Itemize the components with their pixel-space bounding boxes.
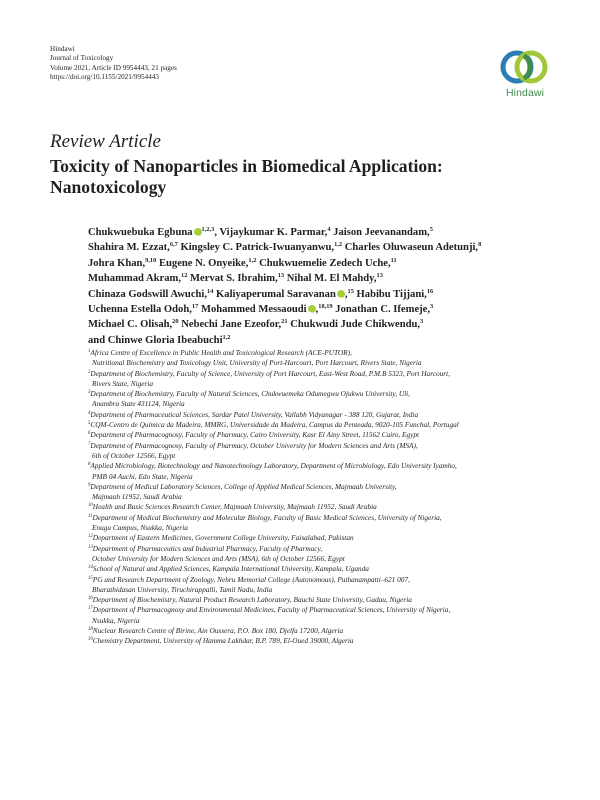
affiliation-ref: 17	[191, 303, 199, 311]
affiliation-ref: 8	[478, 241, 482, 249]
affiliation-text: Nutritional Biochemistry and Toxicology Unit, University of Port-Harcourt, Port Harcourt, Rivers State, Nigeria	[92, 358, 422, 368]
affiliation-text: Majmaah 11952, Saudi Arabia	[92, 492, 182, 502]
affiliation-ref: 3	[430, 303, 434, 311]
author-name: Kaliyaperumal Saravanan	[213, 288, 336, 300]
affiliation-text: Bharathidasan University, Tiruchirappalli, Tamil Nadu, India	[92, 584, 273, 594]
affiliation-number: 6	[88, 431, 91, 437]
affiliation-text: Rivers State, Nigeria	[92, 378, 154, 388]
affiliation-text: Applied Microbiology, Biotechnology and Nanotechnology Laboratory, Department of Microbiology, Edo University Iyamho,	[90, 461, 457, 471]
affiliation-ref: 1,2	[248, 256, 257, 264]
affiliation-text: Nuclear Research Centre of Birine, Ain Oussera, P.O. Box 180, Djelfa 17200, Algeria	[92, 626, 344, 636]
author-line	[88, 287, 558, 302]
affiliation-number: 8	[88, 462, 91, 468]
author-name: ,	[315, 304, 319, 316]
affiliation-text: Department of Biochemistry, Faculty of Natural Sciences, Chukwuemeka Odumegwu Ojukwu University, Uli,	[90, 389, 410, 399]
author-name: Jaison Jeevanandam,	[330, 227, 430, 238]
affiliation-text: Department of Biochemistry, Faculty of Science, University of Port Harcourt, East-West Road, P.M.B 5323, Port Harcourt,	[90, 368, 450, 378]
author-name: and Chinwe Gloria Ibeabuchi	[88, 334, 223, 346]
affiliation-text: Department of Pharmaceutical Sciences, Sardar Patel University, Vallabh Vidyanagar - 388 120, Gujarat, India	[90, 409, 419, 419]
affiliation-text: Department of Medical Laboratory Sciences, College of Applied Medical Sciences, Majmaah University,	[90, 481, 397, 491]
author-name: Nihal M. El Mahdy,	[284, 273, 377, 285]
affiliation-ref: 21	[281, 318, 288, 326]
affiliation-text: 6th of October 12566, Egypt	[92, 450, 176, 460]
affiliation-text: Department of Pharmacognosy, Faculty of Pharmacy, October University for Modern Sciences and Arts (MSA),	[90, 440, 418, 450]
affiliation-text: Anambra State 431124, Nigeria	[92, 399, 185, 409]
affiliation-ref: 6,7	[169, 241, 178, 249]
author-name: Mervat S. Ibrahim,	[187, 273, 278, 285]
publisher-name: Hindawi	[50, 45, 75, 53]
affiliation-ref: 14	[207, 287, 214, 295]
orcid-icon[interactable]	[337, 290, 345, 298]
author-line	[88, 317, 558, 332]
author-line	[88, 256, 558, 271]
affiliation-line	[88, 564, 558, 574]
author-line	[88, 333, 558, 348]
orcid-icon[interactable]	[194, 228, 202, 236]
affiliation-text: Department of Pharmaceutics and Industrial Pharmacy, Faculty of Pharmacy,	[92, 543, 323, 553]
affiliation-line	[88, 379, 558, 389]
affiliation-ref: 20	[172, 318, 179, 326]
affiliation-line	[88, 544, 558, 554]
title-line: Toxicity of Nanoparticles in Biomedical Application:	[50, 156, 443, 176]
author-line	[88, 302, 558, 317]
affiliation-ref: 18,19	[318, 303, 333, 311]
affiliation-text: Nsukka, Nigeria	[92, 615, 140, 625]
paper-title	[50, 156, 550, 198]
affiliation-ref: 1,2	[334, 241, 343, 249]
affiliation-number: 13	[88, 544, 93, 550]
affiliation-line	[88, 554, 558, 564]
affiliation-line	[88, 430, 558, 440]
affiliation-number: 7	[88, 441, 91, 447]
affiliation-number: 12	[88, 534, 93, 540]
affiliation-number: 10	[88, 503, 93, 509]
affiliation-line	[88, 492, 558, 502]
affiliation-text: Chemistry Department, University of Hamma Lakhdar, B.P. 789, El-Oued 39000, Algeria	[92, 636, 354, 646]
orcid-icon[interactable]	[308, 305, 316, 313]
journal-name: Journal of Toxicology	[50, 54, 114, 63]
affiliation-text: School of Natural and Applied Sciences, Kampala International University, Kampala, Uganda	[92, 564, 369, 574]
affiliation-line	[88, 636, 558, 646]
affiliation-ref: 1,2,3	[201, 226, 215, 233]
affiliation-text: CQM-Centro de Química da Madeira, MMRG, Universidade da Madeira, Campus da Penteada, 9020-105 Funchal, Portugal	[90, 420, 459, 430]
volume-info: Volume 2021, Article ID 9954443, 21 pages	[50, 63, 177, 72]
affiliation-line	[88, 523, 558, 533]
affiliation-ref: 16	[426, 287, 434, 295]
affiliation-number: 9	[88, 482, 91, 488]
author-name: Shahira M. Ezzat,	[88, 242, 170, 254]
affiliation-line	[88, 502, 558, 512]
affiliation-line	[88, 513, 558, 523]
affiliation-line	[88, 585, 558, 595]
affiliation-text: PMB 04 Auchi, Edo State, Nigeria	[92, 471, 193, 481]
author-name: , Vijaykumar K. Parmar,	[214, 227, 328, 238]
author-name: Nebechi Jane Ezeofor,	[178, 319, 282, 331]
author-name: Habibu Tijjani,	[353, 288, 427, 300]
author-name: Eugene N. Onyeike,	[156, 257, 249, 269]
affiliation-number: 15	[88, 575, 93, 581]
doi-link[interactable]: https://doi.org/10.1155/2021/9954443	[50, 73, 160, 82]
affiliation-line	[88, 482, 558, 492]
author-line	[88, 240, 558, 255]
affiliation-ref: 9,10	[145, 256, 157, 264]
affiliation-list	[88, 348, 558, 647]
affiliation-ref: 13	[376, 272, 383, 280]
affiliation-text: Africa Centre of Excellence in Public Health and Toxicological Research (ACE-PUTOR),	[90, 348, 352, 357]
affiliation-line	[88, 605, 558, 615]
affiliation-line	[88, 461, 558, 471]
affiliation-line	[88, 626, 558, 636]
affiliation-text: Department of Medical Biochemistry and Molecular Biology, Faculty of Basic Medical Sciences, University of Nigeria,	[92, 512, 442, 522]
affiliation-line	[88, 369, 558, 379]
author-name: Chukwuebuka Egbuna	[88, 227, 193, 238]
author-name: Kingsley C. Patrick-Iwuanyanwu,	[177, 242, 335, 254]
affiliation-text: October University for Modern Sciences and Arts (MSA), 6th of October 12566, Egypt	[92, 553, 345, 563]
author-name: Muhammad Akram,	[88, 273, 181, 285]
affiliation-ref: 11	[390, 256, 397, 264]
affiliation-line	[88, 472, 558, 482]
affiliation-number: 5	[88, 421, 91, 427]
author-name: Charles Oluwaseun Adetunji,	[342, 242, 479, 254]
affiliation-text: Department of Pharmacognosy, Faculty of Pharmacy, Cairo University, Kasr El Ainy Street, 11562 Cairo, Egypt	[90, 430, 420, 440]
affiliation-text: Department of Eastern Medicines, Government College University, Faisalabad, Pakistan	[92, 533, 354, 543]
affiliation-number: 1	[88, 349, 91, 354]
affiliation-line	[88, 399, 558, 409]
affiliation-line	[88, 533, 558, 543]
affiliation-ref: 5	[429, 226, 433, 233]
affiliation-ref: 3	[420, 318, 424, 326]
author-name: Chinaza Godswill Awuchi,	[88, 288, 208, 300]
affiliation-number: 3	[88, 390, 91, 396]
affiliation-text: Department of Pharmacognosy and Environmental Medicines, Faculty of Pharmaceutical Sciences, University of Nigeria,	[92, 605, 451, 615]
affiliation-number: 18	[88, 627, 93, 633]
author-name: Jonathan C. Ifemeje,	[332, 304, 431, 316]
affiliation-ref: 4	[327, 226, 331, 233]
affiliation-line	[88, 410, 558, 420]
affiliation-line	[88, 616, 558, 626]
affiliation-number: 4	[88, 410, 91, 416]
article-type: Review Article	[50, 131, 161, 152]
affiliation-number: 14	[88, 565, 93, 571]
affiliation-text: Enugu Campus, Nsukka, Nigeria	[92, 523, 188, 533]
affiliation-ref: 1,2	[222, 333, 231, 341]
affiliation-line	[88, 358, 558, 368]
affiliation-text: Health and Basic Sciences Research Center, Majmaah University, Majmaah 11952, Saudi Arabia	[92, 502, 377, 512]
affiliation-line	[88, 441, 558, 451]
title-line: Nanotoxicology	[50, 177, 167, 197]
author-line	[88, 225, 558, 240]
affiliation-line	[88, 575, 558, 585]
author-name: Chukwuemelie Zedech Uche,	[256, 257, 391, 269]
affiliation-line	[88, 451, 558, 461]
author-name: Uchenna Estella Odoh,	[88, 304, 192, 316]
affiliation-ref: 15	[347, 287, 354, 295]
author-name: ,	[344, 288, 348, 300]
affiliation-text: PG and Research Department of Zoology, Nehru Memorial College (Autonomous), Puthanampatti–621 007,	[92, 574, 410, 584]
author-name: Mohammed Messaoudi	[198, 304, 307, 316]
affiliation-number: 11	[88, 513, 93, 519]
logo-text: Hindawi	[505, 87, 545, 99]
author-name: Johra Khan,	[88, 257, 146, 269]
author-name: Michael C. Olisah,	[88, 319, 173, 331]
journal-header	[50, 45, 177, 83]
affiliation-number: 17	[88, 606, 93, 612]
author-line	[88, 271, 558, 286]
affiliation-ref: 12	[181, 272, 188, 280]
author-list	[88, 225, 558, 348]
affiliation-line	[88, 595, 558, 605]
affiliation-line	[88, 420, 558, 430]
affiliation-number: 16	[88, 596, 93, 602]
affiliation-number: 19	[88, 637, 93, 643]
affiliation-line	[88, 389, 558, 399]
affiliation-ref: 13	[277, 272, 285, 280]
author-name: Chukwudi Jude Chikwendu,	[287, 319, 421, 331]
affiliation-text: Department of Biochemistry, Natural Product Research Laboratory, Bauchi State University, Gadau, Nigeria	[92, 595, 412, 605]
affiliation-line	[88, 348, 558, 358]
affiliation-number: 2	[88, 369, 91, 375]
